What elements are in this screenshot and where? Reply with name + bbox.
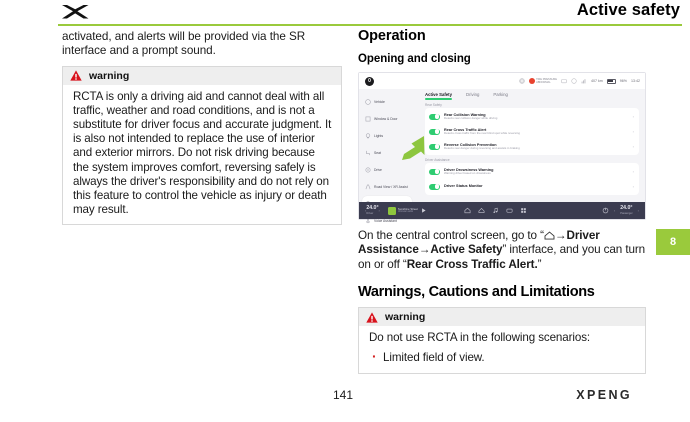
setting-title: Rear Collision Warning <box>444 112 486 117</box>
toggle-reverse-collision-prevention[interactable] <box>429 144 440 150</box>
page-title: Active safety <box>576 1 680 19</box>
chapter-tab-marker <box>656 229 690 255</box>
header-divider <box>58 24 682 26</box>
setting-desc: Detects cross traffic from the rear blind spot while reversing <box>444 130 520 135</box>
temp-decrease-right[interactable]: ‹ <box>613 208 616 213</box>
xpeng-x-logo-icon <box>60 2 90 22</box>
warning-triangle-icon <box>366 312 378 323</box>
lights-icon <box>365 133 371 139</box>
infotainment-screenshot <box>358 72 646 223</box>
passenger-temp-label: Passenger <box>620 211 633 215</box>
passenger-temp-value: 24.0 <box>620 205 631 212</box>
chevron-right-icon[interactable]: › <box>632 169 634 174</box>
sidebar-item-label: Voice Assistant <box>374 218 397 223</box>
instruction-part3: ” <box>537 257 542 271</box>
driver-temp-label: Driver <box>366 211 374 215</box>
warning-scenario-list <box>369 351 637 365</box>
warning-box-left <box>62 66 342 226</box>
range-value: 407 km <box>591 79 603 83</box>
sidebar-item-label: Lights <box>374 133 384 138</box>
right-column <box>358 28 646 374</box>
heading-warnings-cautions-limitations: Warnings, Cautions and Limitations <box>358 284 595 301</box>
power-icon[interactable] <box>602 207 609 214</box>
driver-temperature[interactable] <box>366 206 378 215</box>
album-art <box>388 207 396 215</box>
navigation-icon[interactable] <box>478 207 485 214</box>
temp-decrease-left[interactable]: ‹ <box>365 208 367 213</box>
sidebar-item-label: Road View / XR Assist <box>374 184 408 189</box>
passenger-temp-unit: ° <box>630 205 633 212</box>
gear-icon[interactable] <box>519 78 525 84</box>
green-callout-arrow-icon <box>401 135 425 161</box>
sidebar-item-drive[interactable] <box>362 162 412 178</box>
setting-title: Driver Drowsiness Warning <box>444 167 494 172</box>
info-icon[interactable] <box>571 78 577 84</box>
tire-pressure-alert[interactable] <box>529 78 557 84</box>
sidebar-item-label: Window & Door <box>374 116 398 121</box>
setting-desc: Detects rear collision danger while driving <box>444 115 498 120</box>
instruction-paragraph <box>358 229 646 272</box>
warning-box-right <box>358 307 646 373</box>
toggle-rear-cross-traffic-alert[interactable] <box>429 129 440 135</box>
setting-row-rear-collision-warning[interactable] <box>425 109 639 124</box>
ivi-main-panel <box>415 89 645 202</box>
heading-operation: Operation <box>358 28 426 44</box>
roadview-icon <box>365 184 371 190</box>
setting-desc: Detects rear danger during reversing and assists in braking <box>444 145 520 150</box>
home-icon[interactable] <box>464 207 471 214</box>
warning-body <box>359 326 645 372</box>
sidebar-item-window-door[interactable] <box>362 111 412 127</box>
ivi-status-icons <box>519 78 640 84</box>
alert-text-line2: ABNORMAL <box>536 81 551 84</box>
ivi-dock-bar <box>359 202 645 219</box>
instruction-arrow1: → <box>554 229 567 242</box>
warning-triangle-icon <box>70 70 82 81</box>
warning-intro: Do not use RCTA in the following scenarios: <box>369 331 591 345</box>
signal-icon <box>581 78 587 84</box>
driver-temp-unit: ° <box>376 205 379 212</box>
sidebar-item-label: Vehicle <box>374 99 385 104</box>
warning-header <box>359 308 645 326</box>
intro-paragraph: activated, and alerts will be provided via the SR interface and a prompt sound. <box>62 30 306 58</box>
setting-title: Rear Cross Traffic Alert <box>444 127 487 132</box>
toggle-rear-collision-warning[interactable] <box>429 114 440 120</box>
brand-logo: XPENG <box>576 388 632 402</box>
tab-driving[interactable]: Driving <box>466 92 480 97</box>
toggle-driver-status-monitor[interactable] <box>429 184 440 190</box>
warning-body: RCTA is only a driving aid and cannot deal with all traffic, weather and road conditions, and is not a substitute for driver focus and accurate judgment. It is also not intended to replace the use of interior and exterior mirrors. Do not risk driving because the system improves comfort, reversing safely is always the driver's responsibility and do not rely on this feature to control the vehicle as injury or death may result. <box>73 89 332 217</box>
sidebar-item-label: Seat <box>374 150 381 155</box>
page-number: 141 <box>333 388 354 402</box>
instruction-part2: ” interface, and you can turn on or off “ <box>358 243 646 271</box>
media-title: Sunshine Street <box>397 206 418 211</box>
ivi-tab-bar <box>415 89 645 100</box>
list-item: · Limited field of view. <box>369 351 637 365</box>
sidebar-item-road-view[interactable] <box>362 179 412 195</box>
setting-title: Reverse Collision Prevention <box>444 142 497 147</box>
instruction-bold-active-safety: Active Safety <box>430 243 503 257</box>
sidebar-item-vehicle[interactable] <box>362 94 412 110</box>
phone-icon[interactable] <box>506 207 513 214</box>
tab-active-safety[interactable]: Active Safety <box>425 92 452 100</box>
play-icon[interactable] <box>420 207 427 214</box>
ivi-app-badge: 0 <box>365 77 374 86</box>
warning-header <box>63 67 341 85</box>
ivi-status-bar <box>359 73 645 89</box>
temp-increase-left[interactable]: › <box>378 208 380 213</box>
chevron-right-icon[interactable]: › <box>632 129 634 134</box>
battery-percent: 96% <box>619 79 627 83</box>
setting-row-driver-drowsiness-warning[interactable] <box>425 164 639 179</box>
toggle-driver-drowsiness-warning[interactable] <box>429 169 440 175</box>
page-footer <box>0 382 690 422</box>
sidebar-item-label: Drive <box>374 167 382 172</box>
warning-label: warning <box>89 69 130 82</box>
vehicle-icon <box>365 99 371 105</box>
left-column <box>62 30 342 225</box>
section-label-driver-assistance: Driver Assistance <box>425 158 450 162</box>
instruction-bold-rcta: Rear Cross Traffic Alert. <box>406 257 538 271</box>
drive-icon <box>365 167 371 173</box>
instruction-part1: On the central control screen, go to “ <box>358 229 544 242</box>
page-header <box>0 0 690 27</box>
home-icon <box>544 231 555 240</box>
alert-record-icon <box>529 78 535 84</box>
media-artist: Unknown artist <box>397 210 414 213</box>
chevron-right-icon[interactable]: › <box>632 114 634 119</box>
setting-title: Driver Status Monitor <box>444 184 483 189</box>
settings-card-driver-assistance <box>425 163 639 195</box>
window-door-icon <box>365 116 371 122</box>
section-label-rear-safety: Rear Safety <box>425 103 442 107</box>
setting-desc: Warning driver based on drowsiness <box>444 170 491 175</box>
music-icon[interactable] <box>492 207 499 214</box>
instruction-bold-driver-assistance: Driver Assistance <box>358 229 600 257</box>
card-icon[interactable] <box>561 78 567 84</box>
dock-right-controls <box>602 206 639 215</box>
heading-opening-closing: Opening and closing <box>358 53 471 65</box>
apps-icon[interactable] <box>520 207 527 214</box>
alert-text-line1: TIRE PRESSURE <box>536 78 557 81</box>
driver-temp-value: 24.0 <box>366 205 377 212</box>
warning-label: warning <box>385 311 426 324</box>
temp-increase-right[interactable]: › <box>637 208 639 213</box>
setting-row-rear-cross-traffic-alert[interactable] <box>425 124 639 139</box>
media-widget[interactable] <box>388 207 427 215</box>
clock: 13:42 <box>631 79 640 83</box>
chapter-number: 8 <box>669 236 677 248</box>
instruction-arrow2: → <box>418 243 431 257</box>
seat-icon <box>365 150 371 156</box>
passenger-temperature[interactable] <box>620 206 632 215</box>
settings-card-rear-safety <box>425 108 639 155</box>
battery-icon <box>607 79 616 84</box>
chevron-right-icon[interactable]: › <box>632 144 634 149</box>
dock-app-icons <box>464 207 527 214</box>
setting-row-reverse-collision-prevention[interactable] <box>425 139 639 154</box>
chevron-right-icon[interactable]: › <box>632 184 634 189</box>
setting-row-driver-status-monitor[interactable] <box>425 179 639 194</box>
tab-parking[interactable]: Parking <box>493 92 508 97</box>
